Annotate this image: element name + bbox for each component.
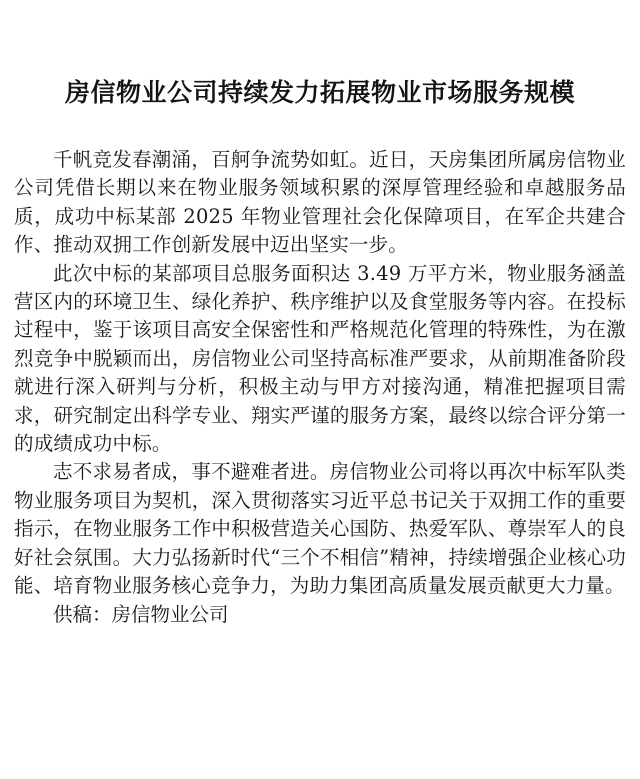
article-body [14,146,626,629]
paragraph-3: 志不求易者成，事不避难者进。房信物业公司将以再次中标军队类物业服务项目为契机，深入贯彻落实习近平总书记关于双拥工作的重要指示，在物业服务工作中积极营造关心国防、热爱军队、尊崇军人的良好社会氛围。大力弘扬新时代“三个不相信”精神，持续增强企业核心功能、培育物业服务核心竞争力，为助力集团高质量发展贡献更大力量。 [14,460,626,598]
paragraph-1: 千帆竞发春潮涌，百舸争流势如虹。近日，天房集团所属房信物业公司凭借长期以来在物业服务领域积累的深厚管理经验和卓越服务品质，成功中标某部 2025 年物业管理社会化保障项目，在军企共建合作、推动双拥工作创新发展中迈出坚实一步。 [14,148,626,257]
paragraph-2: 此次中标的某部项目总服务面积达 3.49 万平方米，物业服务涵盖营区内的环境卫生、绿化养护、秩序维护以及食堂服务等内容。在投标过程中，鉴于该项目高安全保密性和严格规范化管理的特殊性，为在激烈竞争中脱颖而出，房信物业公司坚持高标准严要求，从前期准备阶段就进行深入研判与分析，积极主动与甲方对接沟通，精准把握项目需求，研究制定出科学专业、翔实严谨的服务方案，最终以综合评分第一的成绩成功中标。 [14,261,626,456]
article-title: 房信物业公司持续发力拓展物业市场服务规模 [64,78,575,107]
article-source: 供稿：房信物业公司 [53,602,229,626]
